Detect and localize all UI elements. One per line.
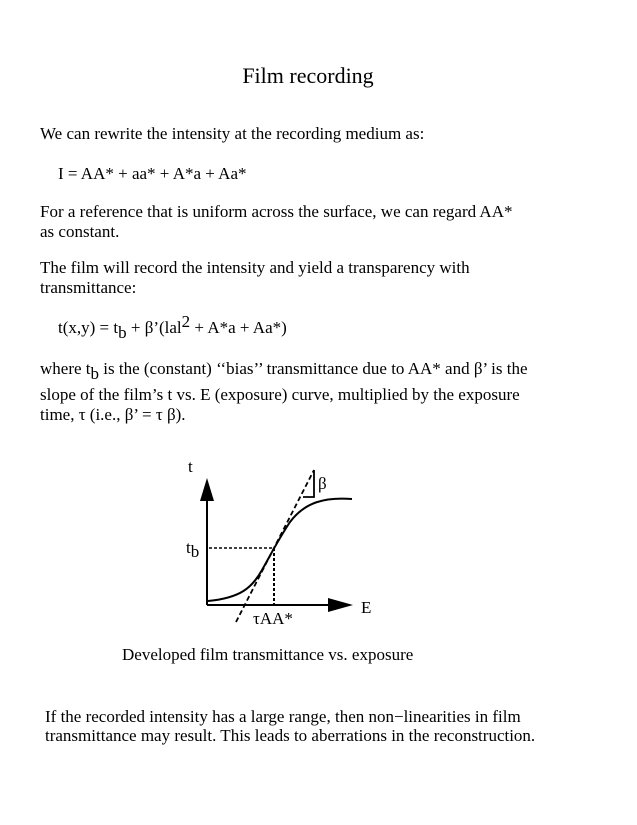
intro-text: We can rewrite the intensity at the recording medium as: (40, 124, 425, 143)
where-line-3: time, τ (i.e., β’ = τ β). (40, 405, 186, 424)
eq-lhs: t(x,y) = t (58, 318, 119, 337)
footer-line-2: transmittance may result. This leads to aberrations in the reconstruction. (45, 726, 536, 745)
eq-rhs: + A*a + Aa*) (190, 318, 287, 337)
eq-mid: + β’(lal (126, 318, 182, 337)
tau-aa-label: τAA* (253, 609, 293, 628)
film-line-2: transmittance: (40, 278, 137, 297)
intensity-equation: I = AA* + aa* + A*a + Aa* (58, 164, 247, 183)
eq-sub-b: b (118, 323, 127, 342)
diagram-caption: Developed film transmittance vs. exposure (122, 645, 414, 664)
tb-label (186, 538, 199, 561)
beta-label: β (318, 474, 327, 493)
tb-label-sub: b (190, 542, 200, 561)
slope-triangle (303, 470, 314, 497)
x-axis-label: E (361, 598, 372, 617)
where-line-1b: is the (constant) ‘‘bias’’ transmittance due to AA* and β’ is the (99, 359, 528, 378)
film-line-1: The film will record the intensity and yield a transparency with (40, 258, 470, 277)
footer-paragraph (45, 707, 535, 745)
where-line-2: slope of the film’s t vs. E (exposure) curve, multiplied by the exposure (40, 385, 520, 404)
transmittance-curve (208, 499, 352, 601)
tb-label-t: t (186, 538, 191, 557)
x-axis-arrow-icon (328, 598, 353, 612)
page-title: Film recording (242, 63, 374, 88)
y-axis-arrow-icon (200, 478, 214, 501)
where-sub-b: b (90, 364, 100, 383)
y-axis-label: t (188, 457, 193, 476)
reference-line-2: as constant. (40, 222, 120, 241)
eq-sup-2: 2 (181, 312, 191, 331)
footer-line-1: If the recorded intensity has a large range, then non−linearities in film (45, 707, 521, 726)
reference-line-1: For a reference that is uniform across the surface, we can regard AA* (40, 202, 513, 221)
where-line-1a: where t (40, 359, 91, 378)
